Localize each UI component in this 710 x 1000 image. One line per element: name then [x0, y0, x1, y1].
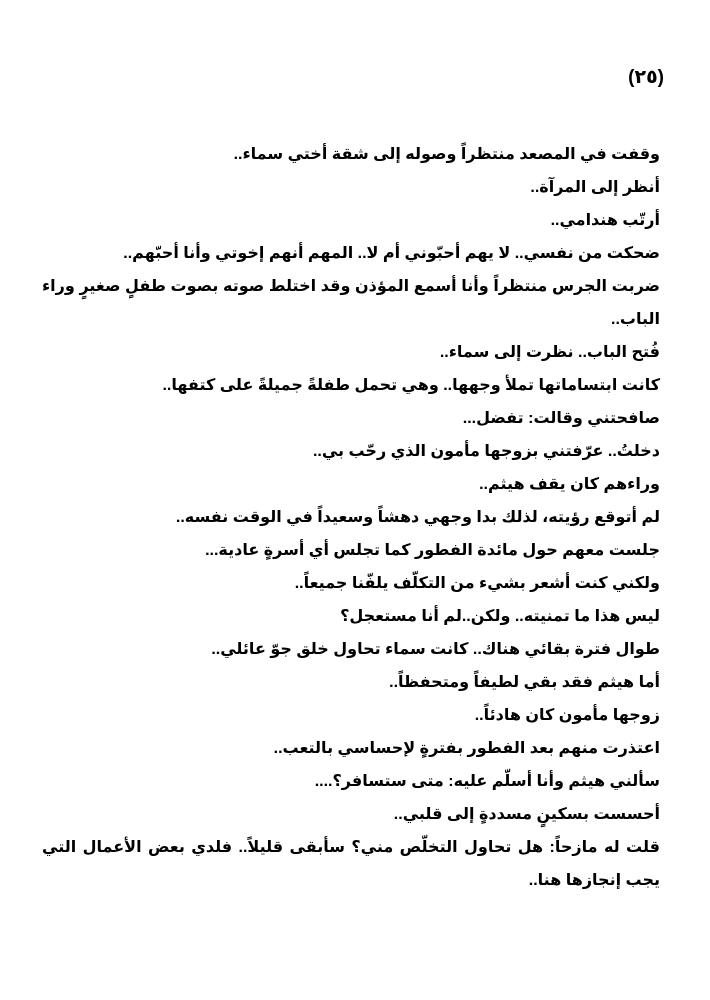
page-number: (٢٥): [628, 67, 664, 88]
paragraph-line: سألني هيثم وأنا أسلّم عليه: متى ستسافر؟....: [314, 773, 660, 790]
paragraph-line: قلت له مازحاً: هل تحاول التخلّص مني؟ سأبقى قليلاً.. فلدي بعض الأعمال التي يجب إنجازها هنا..: [42, 839, 660, 889]
paragraph-line: ضحكت من نفسي.. لا يهم أحبّوني أم لا.. المهم أنهم إخوتي وأنا أحبّهم..: [123, 245, 660, 262]
paragraph-line: وراءهم كان يقف هيثم..: [479, 476, 660, 493]
paragraph-line: دخلتُ.. عرّفتني بزوجها مأمون الذي رحّب بي..: [312, 443, 660, 460]
paragraph-line: كانت ابتساماتها تملأ وجهها.. وهي تحمل طفلةً جميلةً على كتفها..: [162, 377, 660, 394]
paragraph-line: جلست معهم حول مائدة الفطور كما تجلس أي أسرةٍ عادية...: [205, 542, 660, 559]
paragraph-line: أحسست بسكينٍ مسددةٍ إلى قلبي..: [393, 806, 660, 823]
paragraph-line: فُتح الباب.. نظرت إلى سماء..: [439, 344, 660, 361]
paragraph-line: ليس هذا ما تمنيته.. ولكن..لم أنا مستعجل؟: [340, 608, 660, 625]
paragraph-line: اعتذرت منهم بعد الفطور بفترةٍ لإحساسي بالتعب..: [273, 740, 660, 757]
paragraph-line: ضربت الجرس منتظراً وأنا أسمع المؤذن وقد اختلط صوته بصوت طفلٍ صغيرٍ وراء الباب..: [42, 278, 660, 328]
text-body: [42, 138, 660, 897]
paragraph-line: أما هيثم فقد بقي لطيفاً ومتحفظاً..: [389, 674, 660, 691]
paragraph-line: أنظر إلى المرآة..: [530, 179, 660, 196]
paragraph-line: لم أتوقع رؤيته، لذلك بدا وجهي دهشاً وسعيداً في الوقت نفسه..: [175, 509, 660, 526]
paragraph-line: ولكني كنت أشعر بشيء من التكلّف يلفّنا جميعاً..: [294, 575, 660, 592]
paragraph-line: وقفت في المصعد منتظراً وصوله إلى شقة أختي سماء..: [233, 146, 660, 163]
paragraph-line: صافحتني وقالت: تفضل...: [462, 410, 660, 427]
paragraph-line: طوال فترة بقائي هناك.. كانت سماء تحاول خلق جوّ عائلي..: [211, 641, 660, 658]
paragraph-line: زوجها مأمون كان هادئاً..: [474, 707, 660, 724]
paragraph-line: أرتّب هندامي..: [550, 212, 660, 229]
